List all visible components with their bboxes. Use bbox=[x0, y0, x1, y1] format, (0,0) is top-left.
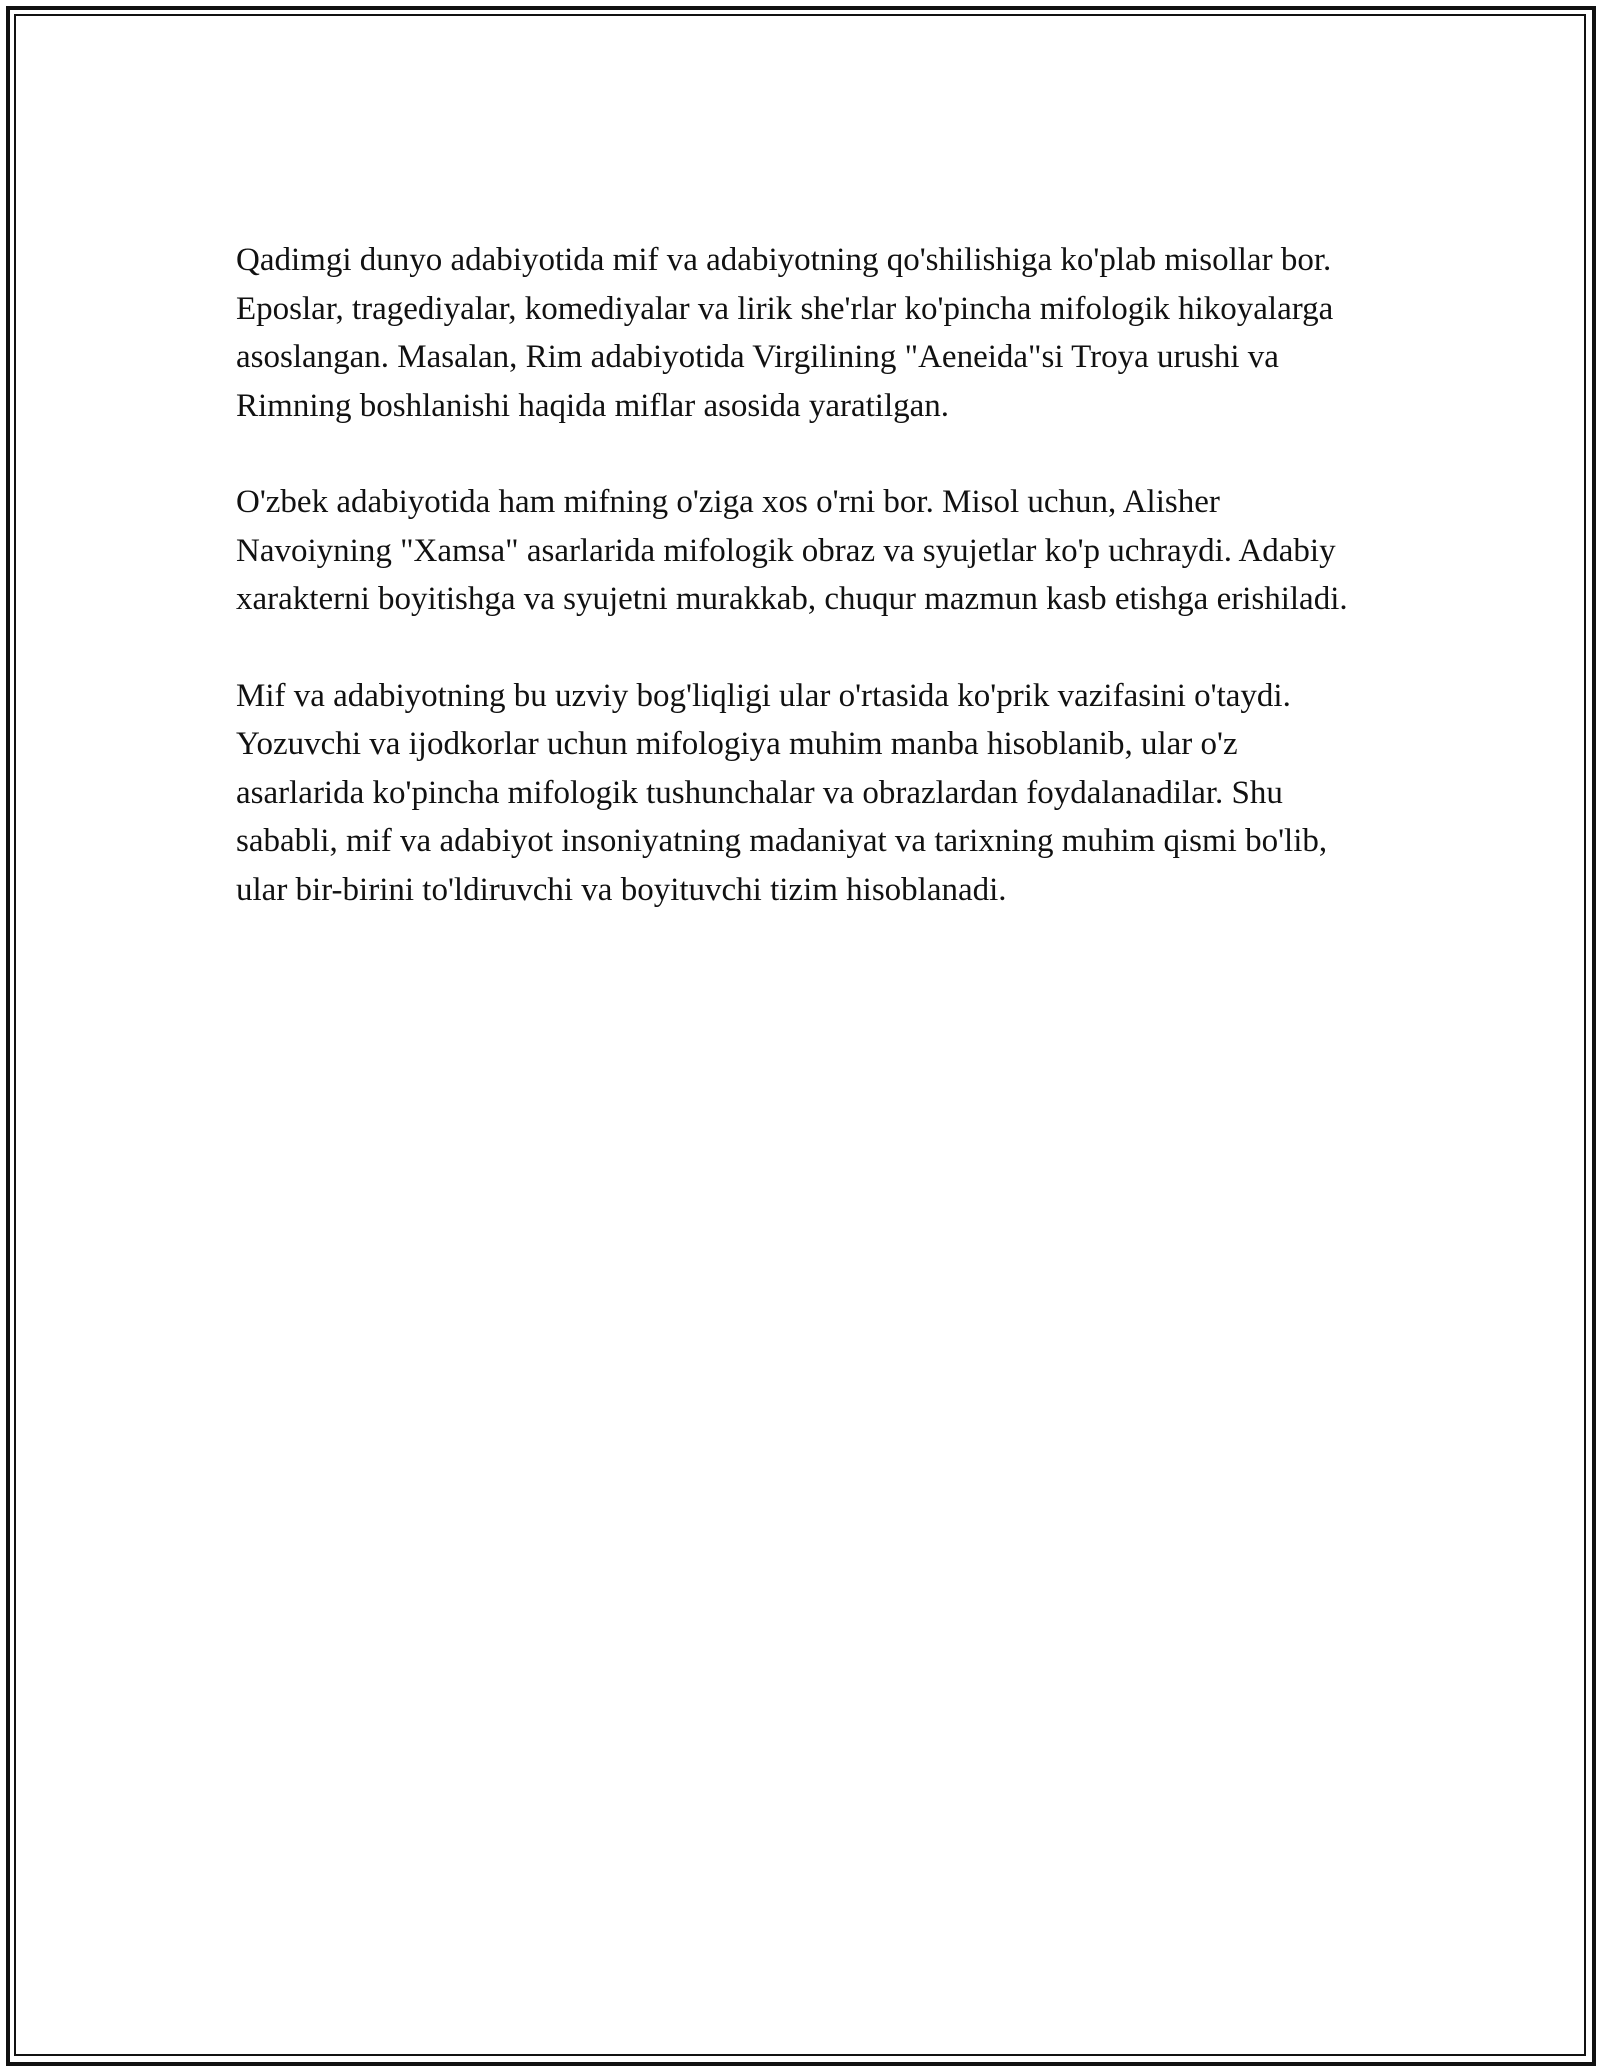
paragraph-2: O'zbek adabiyotida ham mifning o'ziga xos o'rni bor. Misol uchun, Alisher Navoiyning "Xamsa" asarlarida mifologik obraz va syujetlar ko'p uchraydi. Adabiy xarakterni boyitishga va syujetni murakkab, chuqur mazmun kasb etishga erishiladi. bbox=[236, 484, 1348, 617]
paragraph-1: Qadimgi dunyo adabiyotida mif va adabiyotning qo'shilishiga ko'plab misollar bor. Eposlar, tragediyalar, komediyalar va lirik she'rlar ko'pincha mifologik hikoyalarga asoslangan. Masalan, Rim adabiyotida Virgilining "Aeneida"si Troya urushi va Rimning boshlanishi haqida miflar asosida yaratilgan. bbox=[236, 242, 1334, 424]
paragraph-3: Mif va adabiyotning bu uzviy bog'liqligi ular o'rtasida ko'prik vazifasini o'taydi. Yozuvchi va ijodkorlar uchun mifologiya muhim manba hisoblanib, ular o'z asarlarida ko'pincha mifologik tushunchalar va obrazlardan foydalanadilar. Shu sababli, mif va adabiyot insoniyatning madaniyat va tarixning muhim qismi bo'lib, ular bir-birini to'ldiruvchi va boyituvchi tizim hisoblanadi. bbox=[236, 677, 1328, 908]
document-body bbox=[236, 236, 1356, 962]
